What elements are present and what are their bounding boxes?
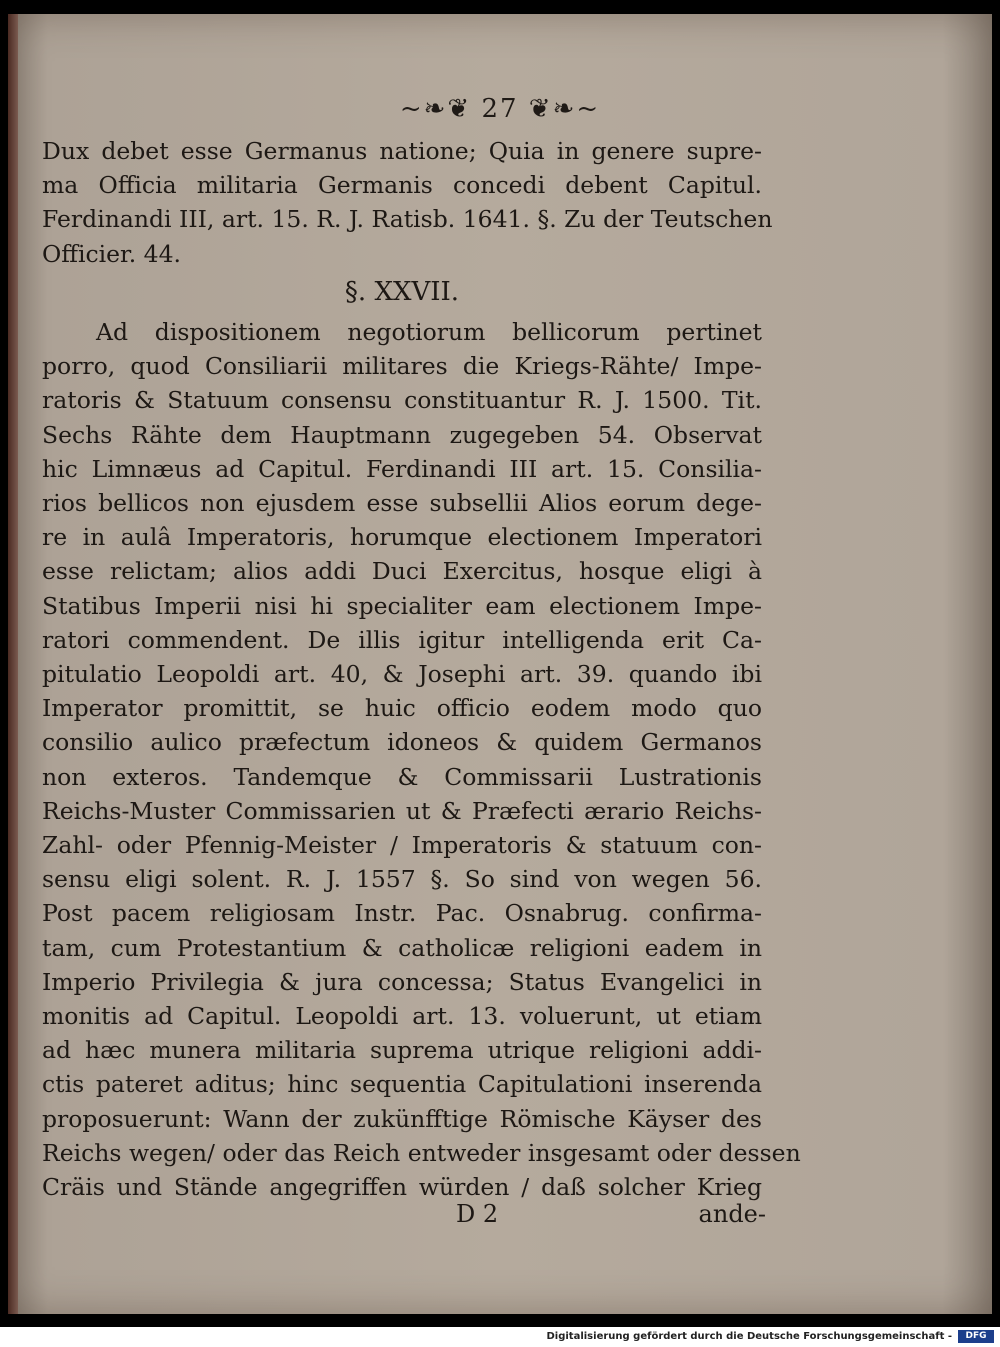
page-number: 27 bbox=[481, 94, 519, 124]
text-line: sensu eligi solent. R. J. 1557 §. So sind von wegen 56. bbox=[42, 865, 762, 894]
text-line: pitulatio Leopoldi art. 40, & Josephi art. 39. quando ibi bbox=[42, 660, 762, 689]
text-line: ratoris & Statuum consensu constituantur R. J. 1500. Tit. bbox=[42, 386, 762, 415]
text-line: Reichs-Muster Commissarien ut & Præfecti ærario Reichs- bbox=[42, 796, 762, 825]
text-line: Sechs Rähte dem Hauptmann zugegeben 54. Observat bbox=[42, 420, 762, 449]
text-line: esse relictam; alios addi Duci Exercitus, hosque eligi à bbox=[42, 557, 762, 586]
funding-credit: Digitalisierung gefördert durch die Deutsche Forschungsgemeinschaft - bbox=[546, 1331, 952, 1342]
text-line: hic Limnæus ad Capitul. Ferdinandi III art. 15. Consilia- bbox=[42, 454, 762, 483]
text-line: Ferdinandi III, art. 15. R. J. Ratisb. 1641. §. Zu der Teutschen bbox=[42, 205, 773, 234]
text-line: ctis pateret aditus; hinc sequentia Capitulationi inserenda bbox=[42, 1070, 762, 1099]
body-text bbox=[42, 134, 801, 1204]
page-footer bbox=[42, 1200, 766, 1230]
text-line: rios bellicos non ejusdem esse subsellii Alios eorum dege- bbox=[42, 489, 762, 518]
text-line: Cräis und Stände angegriffen würden / daß solcher Krieg bbox=[42, 1173, 762, 1202]
section-heading: §. XXVII. bbox=[344, 276, 460, 307]
dfg-logo: DFG bbox=[958, 1330, 994, 1343]
text-line: Imperator promittit, se huic officio eodem modo quo bbox=[42, 694, 762, 723]
text-line: non exteros. Tandemque & Commissarii Lustrationis bbox=[42, 762, 762, 791]
text-line: Zahl- oder Pfennig-Meister / Imperatoris & statuum con- bbox=[42, 831, 762, 860]
text-line: Dux debet esse Germanus natione; Quia in genere supre- bbox=[42, 137, 762, 165]
text-line: monitis ad Capitul. Leopoldi art. 13. voluerunt, ut etiam bbox=[42, 1002, 762, 1031]
catchword: ande- bbox=[698, 1200, 766, 1228]
text-line: tam, cum Protestantium & catholicæ religioni eadem in bbox=[42, 933, 762, 962]
text-line: Officier. 44. bbox=[42, 239, 182, 268]
text-line: Post pacem religiosam Instr. Pac. Osnabrug. confirma- bbox=[42, 899, 762, 928]
text-line: Imperio Privilegia & jura concessa; Status Evangelici in bbox=[42, 967, 762, 996]
text-line: proposuerunt: Wann der zukünfftige Römische Käyser des bbox=[42, 1104, 762, 1133]
signature-mark: D 2 bbox=[456, 1200, 499, 1228]
page-binding-edge bbox=[8, 14, 18, 1314]
text-line: porro, quod Consiliarii militares die Kriegs-Rähte/ Impe- bbox=[42, 352, 762, 381]
text-line: ma Officia militaria Germanis concedi debent Capitul. bbox=[42, 171, 762, 200]
text-line: Ad dispositionem negotiorum bellicorum pertinet bbox=[96, 318, 762, 347]
text-line: Statibus Imperii nisi hi specialiter eam electionem Impe- bbox=[42, 591, 762, 620]
text-line: ad hæc munera militaria suprema utrique religioni addi- bbox=[42, 1036, 762, 1065]
text-line: ratori commendent. De illis igitur intelligenda erit Ca- bbox=[42, 625, 762, 654]
header-ornament-left: ~❧❦ bbox=[399, 94, 482, 124]
book-page bbox=[8, 14, 992, 1314]
header-ornament-right: ❦❧~ bbox=[518, 94, 601, 124]
text-line: consilio aulico præfectum idoneos & quidem Germanos bbox=[42, 728, 762, 757]
text-line: Reichs wegen/ oder das Reich entweder insgesamt oder dessen bbox=[42, 1138, 801, 1167]
running-header bbox=[8, 94, 992, 124]
text-line: re in aulâ Imperatoris, horumque electionem Imperatori bbox=[42, 523, 762, 552]
